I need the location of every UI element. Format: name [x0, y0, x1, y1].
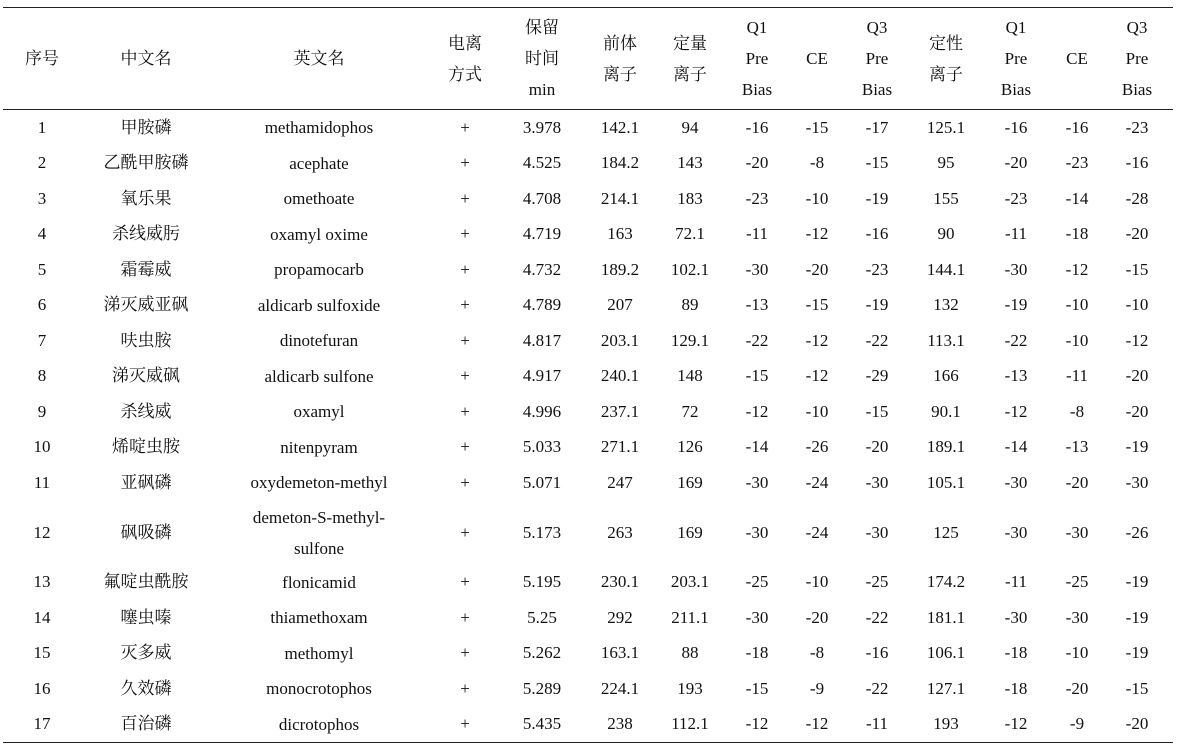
cell-qual-ion: 125 [933, 522, 959, 542]
cell-chinese-name: 氟啶虫酰胺 [103, 572, 189, 592]
cell-chinese-name: 杀线威肟 [112, 224, 180, 244]
cell-q3-pre-bias-quant: -30 [865, 472, 889, 492]
cell-q1-pre-bias-quant: -13 [745, 295, 769, 315]
cell-quant-ion: 126 [677, 437, 703, 457]
cell-q3-pre-bias-qual: -19 [1125, 572, 1149, 592]
table-row [3, 394, 1173, 430]
cell-quant-ion: 183 [677, 188, 703, 208]
cell-q1-pre-bias-qual: -12 [1004, 401, 1028, 421]
table-row [3, 600, 1173, 636]
cell-english-name: acephate [289, 153, 349, 173]
cell-quant-ion: 89 [681, 295, 699, 315]
cell-q1-pre-bias-quant: -16 [745, 117, 769, 137]
cell-ionization-mode: + [460, 437, 470, 457]
cell-q1-pre-bias-qual: -18 [1004, 643, 1028, 663]
cell-q3-pre-bias-quant: -17 [865, 117, 889, 137]
table-row [3, 636, 1173, 672]
cell-ionization-mode: + [460, 117, 470, 137]
cell-index: 8 [37, 366, 47, 386]
cell-index: 4 [37, 224, 47, 244]
cell-retention-time: 4.789 [522, 295, 562, 315]
cell-q3-pre-bias-qual: -12 [1125, 330, 1149, 350]
cell-ionization-mode: + [460, 224, 470, 244]
cell-q3-pre-bias-quant: -19 [865, 188, 889, 208]
cell-q3-pre-bias-quant: -30 [865, 522, 889, 542]
cell-q1-pre-bias-qual: -14 [1004, 437, 1028, 457]
cell-precursor-ion: 292 [607, 607, 633, 627]
cell-precursor-ion: 240.1 [600, 366, 640, 386]
cell-qual-ion: 105.1 [926, 472, 966, 492]
cell-qual-ion: 193 [913, 707, 979, 743]
cell-chinese-name: 杀线威 [120, 401, 172, 421]
cell-english-name: aldicarb sulfone [264, 366, 374, 386]
cell-retention-time: 5.289 [522, 678, 562, 698]
cell-chinese-name: 久效磷 [120, 678, 172, 698]
table-row [3, 217, 1173, 253]
cell-qual-ion: 189.1 [926, 437, 966, 457]
cell-ce-qual: -25 [1065, 572, 1089, 592]
cell-q1-pre-bias-qual: -18 [1004, 678, 1028, 698]
cell-retention-time: 4.917 [522, 366, 562, 386]
cell-qual-ion: 155 [933, 188, 959, 208]
cell-ionization-mode: + [460, 678, 470, 698]
cell-retention-time: 5.435 [503, 707, 581, 743]
cell-q1-pre-bias-qual: -16 [1004, 117, 1028, 137]
cell-ce-quant: -20 [805, 259, 829, 279]
cell-qual-ion: 113.1 [927, 330, 965, 350]
cell-q3-pre-bias-quant: -16 [865, 224, 889, 244]
cell-quant-ion: 88 [681, 643, 699, 663]
cell-q1-pre-bias-quant: -22 [745, 330, 769, 350]
cell-ce-qual: -14 [1065, 188, 1089, 208]
cell-q3-pre-bias-quant: -15 [865, 401, 889, 421]
cell-q3-pre-bias-quant: -22 [865, 330, 889, 350]
cell-index: 14 [33, 607, 51, 627]
cell-q3-pre-bias-quant: -20 [865, 437, 889, 457]
cell-ce-qual: -10 [1065, 295, 1089, 315]
cell-q3-pre-bias-qual: -28 [1125, 188, 1149, 208]
cell-index: 16 [33, 678, 51, 698]
cell-precursor-ion: 207 [607, 295, 633, 315]
table-row [3, 465, 1173, 501]
cell-index: 13 [33, 572, 51, 592]
cell-qual-ion: 90.1 [931, 401, 961, 421]
cell-retention-time: 5.25 [527, 607, 557, 627]
cell-precursor-ion: 271.1 [600, 437, 640, 457]
cell-q1-pre-bias-quant: -30 [745, 522, 769, 542]
cell-q3-pre-bias-qual: -26 [1125, 522, 1149, 542]
cell-ce-quant: -12 [793, 707, 841, 743]
cell-precursor-ion: 189.2 [600, 259, 640, 279]
cell-retention-time: 5.262 [522, 643, 562, 663]
cell-qual-ion: 174.2 [926, 572, 966, 592]
cell-index: 10 [33, 437, 51, 457]
cell-ce-qual: -18 [1065, 224, 1089, 244]
cell-q1-pre-bias-qual: -30 [1004, 522, 1028, 542]
cell-ce-qual: -20 [1065, 472, 1089, 492]
header-ionization-mode: 电离 方式 [448, 33, 482, 84]
table-row [3, 146, 1173, 182]
cell-ionization-mode: + [460, 522, 470, 542]
header-ce-quant: CE [806, 49, 828, 68]
table-row [3, 252, 1173, 288]
cell-ce-quant: -9 [809, 678, 825, 698]
cell-chinese-name: 烯啶虫胺 [112, 437, 180, 457]
cell-qual-ion: 181.1 [926, 607, 966, 627]
cell-ionization-mode: + [460, 188, 470, 208]
cell-precursor-ion: 142.1 [600, 117, 640, 137]
header-quant-ion: 定量 离子 [673, 33, 707, 84]
table-row [3, 323, 1173, 359]
cell-q1-pre-bias-qual: -11 [1004, 572, 1028, 592]
cell-ce-qual: -30 [1065, 522, 1089, 542]
cell-qual-ion: 125.1 [926, 117, 966, 137]
cell-ionization-mode: + [460, 643, 470, 663]
cell-q1-pre-bias-quant: -14 [745, 437, 769, 457]
cell-retention-time: 5.071 [522, 472, 562, 492]
cell-q3-pre-bias-quant: -22 [865, 678, 889, 698]
header-index: 序号 [25, 49, 59, 68]
table-row [3, 707, 1173, 743]
cell-ce-quant: -15 [805, 117, 829, 137]
cell-precursor-ion: 184.2 [600, 153, 640, 173]
cell-precursor-ion: 214.1 [600, 188, 640, 208]
cell-english-name: oxydemeton-methyl [250, 473, 388, 493]
cell-q3-pre-bias-qual: -20 [1125, 224, 1149, 244]
cell-q1-pre-bias-qual: -12 [979, 707, 1053, 743]
cell-precursor-ion: 237.1 [600, 401, 640, 421]
cell-q1-pre-bias-qual: -23 [1004, 188, 1028, 208]
header-retention-time: 保留 时间 min [525, 18, 559, 99]
table-row [3, 671, 1173, 707]
cell-index: 2 [37, 153, 47, 173]
cell-precursor-ion: 224.1 [600, 678, 640, 698]
cell-chinese-name: 亚砜磷 [120, 472, 172, 492]
header-chinese-name: 中文名 [120, 49, 172, 68]
cell-quant-ion: 112.1 [659, 707, 721, 743]
cell-retention-time: 4.996 [522, 401, 562, 421]
cell-q1-pre-bias-quant: -15 [745, 366, 769, 386]
cell-q1-pre-bias-quant: -20 [745, 153, 769, 173]
cell-english-name: demeton-S-methyl- sulfone [252, 507, 386, 558]
cell-english-name: propamocarb [274, 260, 364, 280]
header-q1-pre-bias-qual: Q1 Pre Bias [1000, 18, 1032, 99]
cell-q1-pre-bias-qual: -11 [1004, 224, 1028, 244]
cell-retention-time: 4.708 [522, 188, 562, 208]
cell-ce-qual: -16 [1065, 117, 1089, 137]
cell-ionization-mode: + [460, 572, 470, 592]
cell-ce-quant: -10 [805, 188, 829, 208]
cell-precursor-ion: 247 [607, 472, 633, 492]
cell-ce-quant: -12 [805, 366, 829, 386]
cell-q1-pre-bias-quant: -23 [745, 188, 769, 208]
cell-q3-pre-bias-quant: -25 [865, 572, 889, 592]
pesticide-ms-parameter-table [3, 7, 1173, 743]
cell-retention-time: 5.195 [522, 572, 562, 592]
cell-retention-time: 3.978 [522, 117, 562, 137]
cell-q1-pre-bias-qual: -13 [1004, 366, 1028, 386]
cell-ce-quant: -24 [805, 472, 829, 492]
cell-ce-quant: -12 [805, 224, 829, 244]
cell-q1-pre-bias-qual: -30 [1004, 607, 1028, 627]
cell-quant-ion: 169 [677, 472, 703, 492]
table-row [3, 501, 1173, 565]
cell-ce-qual: -13 [1065, 437, 1089, 457]
cell-ionization-mode: + [460, 259, 470, 279]
header-q3-pre-bias-quant: Q3 Pre Bias [861, 18, 893, 99]
cell-quant-ion: 148 [677, 366, 703, 386]
cell-ce-qual: -23 [1065, 153, 1089, 173]
cell-ce-quant: -8 [809, 153, 825, 173]
cell-q1-pre-bias-qual: -30 [1004, 472, 1028, 492]
table-row [3, 288, 1173, 324]
header-row [3, 8, 1173, 110]
cell-qual-ion: 127.1 [926, 678, 966, 698]
cell-q1-pre-bias-qual: -22 [1004, 330, 1028, 350]
cell-retention-time: 4.732 [522, 259, 562, 279]
cell-english-name: oxamyl oxime [270, 224, 368, 244]
cell-ce-qual: -10 [1065, 643, 1089, 663]
cell-ce-quant: -8 [809, 643, 825, 663]
cell-precursor-ion: 238 [581, 707, 659, 743]
cell-chinese-name: 灭多威 [120, 643, 172, 663]
cell-retention-time: 5.173 [522, 522, 562, 542]
cell-q3-pre-bias-qual: -15 [1125, 678, 1149, 698]
cell-precursor-ion: 163 [607, 224, 633, 244]
cell-ionization-mode: + [460, 607, 470, 627]
cell-ce-qual: -9 [1053, 707, 1101, 743]
table-row [3, 359, 1173, 395]
cell-quant-ion: 129.1 [670, 330, 710, 350]
cell-q1-pre-bias-quant: -18 [745, 643, 769, 663]
cell-ce-qual: -30 [1065, 607, 1089, 627]
cell-precursor-ion: 230.1 [600, 572, 640, 592]
header-q1-pre-bias-quant: Q1 Pre Bias [741, 18, 773, 99]
cell-ce-quant: -10 [805, 572, 829, 592]
cell-ce-quant: -12 [805, 330, 829, 350]
cell-chinese-name: 噻虫嗪 [120, 607, 172, 627]
cell-q3-pre-bias-qual: -20 [1101, 707, 1173, 743]
cell-q1-pre-bias-quant: -12 [721, 707, 793, 743]
cell-chinese-name: 百治磷 [81, 707, 211, 743]
cell-ionization-mode: + [460, 295, 470, 315]
cell-quant-ion: 143 [677, 153, 703, 173]
cell-index: 12 [33, 522, 51, 542]
cell-english-name: methomyl [284, 643, 354, 663]
cell-ionization-mode: + [460, 472, 470, 492]
cell-q3-pre-bias-quant: -11 [841, 707, 913, 743]
cell-english-name: oxamyl [293, 402, 345, 422]
cell-q1-pre-bias-quant: -30 [745, 607, 769, 627]
cell-precursor-ion: 203.1 [600, 330, 640, 350]
cell-index: 7 [37, 330, 47, 350]
table-row [3, 565, 1173, 601]
cell-english-name: nitenpyram [280, 437, 358, 457]
header-precursor-ion: 前体 离子 [603, 33, 637, 84]
cell-q1-pre-bias-qual: -30 [1004, 259, 1028, 279]
cell-english-name: thiamethoxam [270, 608, 368, 628]
cell-index: 9 [37, 401, 47, 421]
table-body [3, 110, 1173, 743]
cell-q3-pre-bias-quant: -29 [865, 366, 889, 386]
cell-index: 1 [37, 117, 47, 137]
cell-q1-pre-bias-quant: -15 [745, 678, 769, 698]
cell-ce-quant: -24 [805, 522, 829, 542]
cell-q3-pre-bias-quant: -23 [865, 259, 889, 279]
cell-chinese-name: 呋虫胺 [120, 330, 172, 350]
cell-q3-pre-bias-qual: -30 [1125, 472, 1149, 492]
cell-index: 11 [33, 472, 51, 492]
cell-quant-ion: 203.1 [670, 572, 710, 592]
cell-index: 5 [37, 259, 47, 279]
cell-ionization-mode: + [460, 330, 470, 350]
header-qual-ion: 定性 离子 [929, 33, 963, 84]
cell-q1-pre-bias-quant: -30 [745, 472, 769, 492]
cell-ce-qual: -8 [1069, 401, 1085, 421]
cell-ionization-mode: + [460, 401, 470, 421]
cell-english-name: methamidophos [264, 118, 374, 138]
cell-qual-ion: 144.1 [926, 259, 966, 279]
cell-qual-ion: 95 [937, 153, 955, 173]
cell-qual-ion: 166 [933, 366, 959, 386]
cell-chinese-name: 乙酰甲胺磷 [103, 153, 189, 173]
cell-q1-pre-bias-quant: -30 [745, 259, 769, 279]
cell-precursor-ion: 263 [607, 522, 633, 542]
cell-index: 15 [33, 643, 51, 663]
table-header [3, 8, 1173, 110]
cell-q3-pre-bias-qual: -23 [1125, 117, 1149, 137]
cell-quant-ion: 169 [677, 522, 703, 542]
cell-chinese-name: 涕灭威亚砜 [103, 295, 189, 315]
cell-quant-ion: 102.1 [670, 259, 710, 279]
cell-q1-pre-bias-quant: -12 [745, 401, 769, 421]
header-q3-pre-bias-qual: Q3 Pre Bias [1121, 18, 1153, 99]
cell-ionization-mode: + [427, 707, 503, 743]
cell-quant-ion: 211.1 [671, 607, 709, 627]
cell-ce-qual: -10 [1065, 330, 1089, 350]
cell-ce-qual: -20 [1065, 678, 1089, 698]
table-row [3, 181, 1173, 217]
cell-qual-ion: 132 [933, 295, 959, 315]
cell-quant-ion: 72 [681, 401, 699, 421]
cell-retention-time: 4.719 [522, 224, 562, 244]
cell-q3-pre-bias-qual: -19 [1125, 437, 1149, 457]
cell-q3-pre-bias-qual: -20 [1125, 366, 1149, 386]
cell-q1-pre-bias-quant: -11 [745, 224, 769, 244]
cell-q3-pre-bias-qual: -15 [1125, 259, 1149, 279]
table-row [3, 110, 1173, 146]
cell-index: 3 [37, 188, 47, 208]
cell-q3-pre-bias-quant: -16 [865, 643, 889, 663]
cell-ce-quant: -20 [805, 607, 829, 627]
cell-english-name: aldicarb sulfoxide [257, 295, 381, 315]
header-ce-qual: CE [1066, 49, 1088, 68]
table-row [3, 430, 1173, 466]
cell-q3-pre-bias-qual: -20 [1125, 401, 1149, 421]
cell-ce-qual: -12 [1065, 259, 1089, 279]
cell-chinese-name: 甲胺磷 [120, 117, 172, 137]
cell-q1-pre-bias-quant: -25 [745, 572, 769, 592]
cell-ce-quant: -26 [805, 437, 829, 457]
cell-precursor-ion: 163.1 [600, 643, 640, 663]
cell-english-name: dicrotophos [211, 707, 427, 743]
cell-q1-pre-bias-qual: -19 [1004, 295, 1028, 315]
cell-q3-pre-bias-qual: -19 [1125, 607, 1149, 627]
cell-english-name: dinotefuran [279, 331, 359, 351]
cell-q3-pre-bias-qual: -16 [1125, 153, 1149, 173]
cell-quant-ion: 193 [677, 678, 703, 698]
cell-index: 17 [3, 707, 81, 743]
cell-quant-ion: 94 [681, 117, 699, 137]
cell-english-name: omethoate [283, 189, 355, 209]
cell-retention-time: 4.817 [522, 330, 562, 350]
cell-q1-pre-bias-qual: -20 [1004, 153, 1028, 173]
cell-ionization-mode: + [460, 366, 470, 386]
cell-retention-time: 4.525 [522, 153, 562, 173]
cell-ionization-mode: + [460, 153, 470, 173]
cell-q3-pre-bias-qual: -10 [1125, 295, 1149, 315]
cell-q3-pre-bias-quant: -22 [865, 607, 889, 627]
cell-english-name: flonicamid [282, 572, 356, 592]
cell-index: 6 [37, 295, 47, 315]
cell-ce-qual: -11 [1065, 366, 1089, 386]
cell-q3-pre-bias-qual: -19 [1125, 643, 1149, 663]
cell-quant-ion: 72.1 [675, 224, 705, 244]
cell-chinese-name: 氧乐果 [120, 188, 172, 208]
cell-q3-pre-bias-quant: -15 [865, 153, 889, 173]
cell-qual-ion: 90 [937, 224, 955, 244]
cell-chinese-name: 霜霉威 [120, 259, 172, 279]
cell-ce-quant: -10 [805, 401, 829, 421]
cell-qual-ion: 106.1 [926, 643, 966, 663]
cell-ce-quant: -15 [805, 295, 829, 315]
header-english-name: 英文名 [293, 49, 345, 68]
cell-chinese-name: 砜吸磷 [120, 522, 172, 542]
cell-english-name: monocrotophos [266, 679, 372, 699]
cell-chinese-name: 涕灭威砜 [112, 366, 180, 386]
cell-q3-pre-bias-quant: -19 [865, 295, 889, 315]
cell-retention-time: 5.033 [522, 437, 562, 457]
